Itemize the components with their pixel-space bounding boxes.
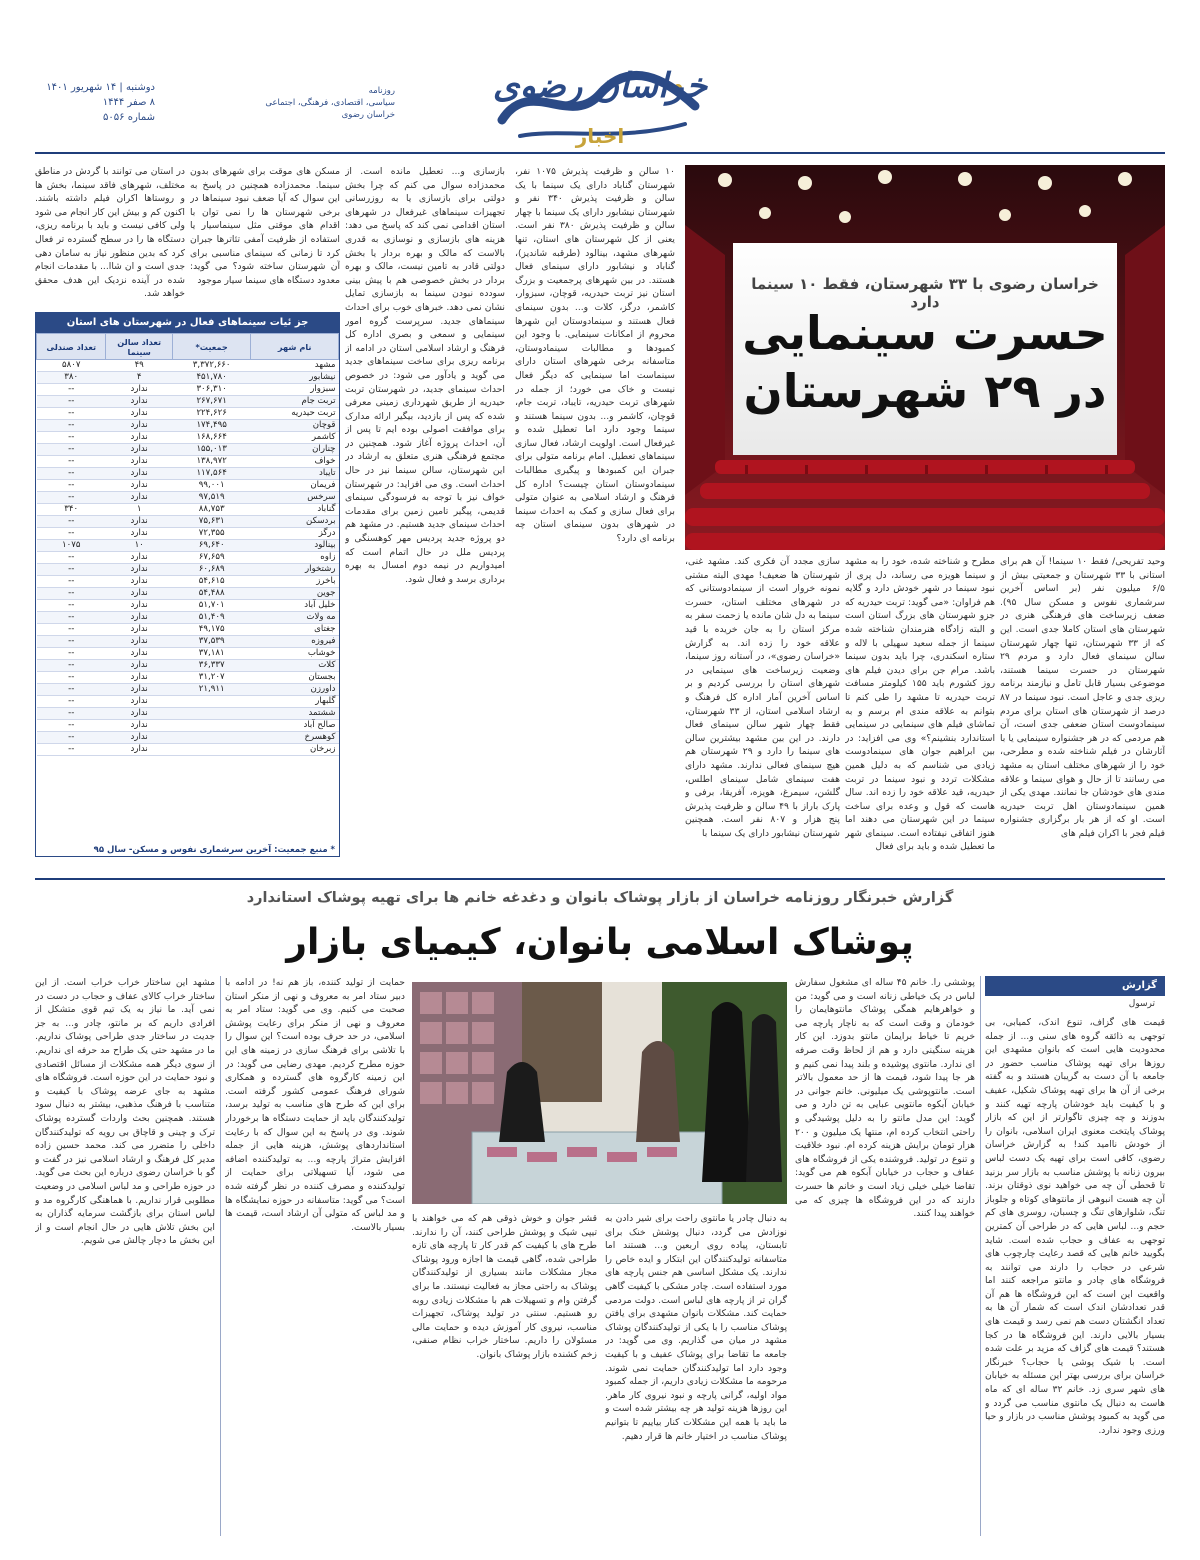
cell-city: زبرخان (251, 744, 339, 756)
cell-population (172, 744, 251, 756)
cell-population: ۵۱,۴۰۹ (172, 612, 251, 624)
table-row (37, 528, 339, 540)
table-row (37, 708, 339, 720)
cell-city: تربت جام (251, 396, 339, 408)
cell-city: داورزن (251, 684, 339, 696)
table-row (37, 744, 339, 756)
cell-halls: ندارد (106, 600, 172, 612)
cell-halls: ندارد (106, 744, 172, 756)
cell-seats: -- (37, 384, 106, 396)
table-row (37, 516, 339, 528)
second-story-kicker: گزارش خبرنگار روزنامه خراسان از بازار پوشاک بانوان و دغدغه خانم ها برای تهیه پوشاک استاندارد (246, 890, 954, 906)
table-row (37, 384, 339, 396)
cell-city: خواف (251, 456, 339, 468)
story-overline: خراسان رضوی با ۳۳ شهرستان، فقط ۱۰ سینما دارد (751, 275, 1099, 311)
cell-population: ۳۶,۳۳۷ (172, 660, 251, 672)
cell-halls: ندارد (106, 648, 172, 660)
table-row (37, 360, 339, 372)
cell-city: سرخس (251, 492, 339, 504)
cell-seats: -- (37, 684, 106, 696)
cell-city: بینالود (251, 540, 339, 552)
cell-city: کلات (251, 660, 339, 672)
table-row (37, 720, 339, 732)
cell-city: فیروزه (251, 636, 339, 648)
cell-seats: -- (37, 516, 106, 528)
cell-population: ۷۲,۳۵۵ (172, 528, 251, 540)
cell-seats: -- (37, 624, 106, 636)
cell-halls: ندارد (106, 444, 172, 456)
cell-city: سبزوار (251, 384, 339, 396)
cell-seats: -- (37, 468, 106, 480)
cinema-hero-image (685, 165, 1165, 550)
cell-population: ۶۹,۶۴۰ (172, 540, 251, 552)
table-row (37, 624, 339, 636)
issue-number: شماره ۵۰۵۶ (103, 112, 155, 123)
top-story-column-2: مطرح و شناخته شده، خود را به مشهد و سینما هویزه می رساند، دل پری از نبود سینما در شهر خودش دارد و گلایه هم فراوان: «می گوید: تربت حیدریه که جزو شهرستان های بزرگ استان است و البته زادگاه هنرمندان شناخته شده سینما از جمله سعید سهیلی با لاله و ستاره اسکندری، چرا باید بدون سینما باشد. مرام جن برای دیدن فیلم های روز کشورم باید ۱۵۵ کیلومتر مسافت تربت حیدریه تا مشهد را طی کنم تا بتوانم به علاقه مندی ام برسم و به تماشای فیلم های سینمایی در سینمایی استاندارد بنشینم؟» وی می افزاید: در بین ابراهیم جوان های سینمادوست زیادی می شناسم که به دلیل همین مشکلات تردد و نبود سینما در تربت حیدریه، قید علاقه خود را زده اند. سال هاست که قول و وعده برای ساخت سینما در این شهرستان می دهند اما هنوز اتفاقی نیفتاده است. سینمای شهر ما تعطیل شده و باید برای فعال (845, 556, 995, 853)
cell-population: ۴۹,۱۷۵ (172, 624, 251, 636)
table-row (37, 504, 339, 516)
cell-city: باخرز (251, 576, 339, 588)
newspaper-logo (490, 58, 710, 158)
cell-halls: ۴۹ (106, 360, 172, 372)
table-row (37, 408, 339, 420)
cell-population: ۳۱,۲۰۷ (172, 672, 251, 684)
cell-halls: ندارد (106, 468, 172, 480)
cell-city: مه ولات (251, 612, 339, 624)
cell-seats: -- (37, 420, 106, 432)
table-row (37, 456, 339, 468)
cell-halls: ندارد (106, 528, 172, 540)
cell-halls: ندارد (106, 612, 172, 624)
cell-population: ۳۰۶,۳۱۰ (172, 384, 251, 396)
cell-halls: ندارد (106, 660, 172, 672)
cell-population: ۱۷۴,۴۹۵ (172, 420, 251, 432)
day-name: دوشنبه (125, 82, 155, 93)
cell-halls: ندارد (106, 684, 172, 696)
cell-seats: -- (37, 456, 106, 468)
cell-seats: -- (37, 708, 106, 720)
table-row (37, 492, 339, 504)
second-story-headline: پوشاک اسلامی بانوان، کیمیای بازار (286, 922, 914, 963)
table-row (37, 672, 339, 684)
cell-halls: ۴ (106, 372, 172, 384)
cell-population: ۵۴,۶۱۵ (172, 576, 251, 588)
cell-halls: ندارد (106, 636, 172, 648)
cell-seats: -- (37, 480, 106, 492)
cell-city: جوین (251, 588, 339, 600)
table-row (37, 432, 339, 444)
top-story-column-3: سازی مجدد آن فکری کند. مشهد غنی، شهرستان ها ضعیف! مهدی البته مشتی نمونه خروار است از سینمادوستانی که در شهرهای مختلف استان، حسرت سینما به دل شان مانده یا زحمت سفر به مرکز استان را به جان خریده با قید علاقه خود را زده اند. به گزارش «خراسان رضوی»، در آستانه روز سینما، وضعیت زیرساخت های سینمایی در شهرهای استان را بررسی کردیم و بر اساس آخرین آمار اداره کل فرهنگ و ارشاد اسلامی استان، از ۳۳ شهرستان، فقط چهار شهر سالن سینمای فعال دارند. در این بین مشهد بیشترین سالن های سینما را دارد و ۲۹ شهرستان هم هیچ سینمای فعالی ندارند. مشهد دارای هفت سینمای شامل سینمای اطلس، گلشن، سیمرغ، هویزه، آفریقا، برفی و پارک باراز با ۴۹ سالن و ظرفیت پذیرش پنج هزار و ۸۰۷ نفر است. همچنین شهرستان نیشابور دارای یک سینما با (685, 556, 840, 839)
masthead-description (255, 85, 395, 121)
cell-city: چناران (251, 444, 339, 456)
cell-city: تربت حیدریه (251, 408, 339, 420)
table-header-row (37, 334, 339, 360)
cell-city: بردسکن (251, 516, 339, 528)
cell-population: ۲۶۷,۶۷۱ (172, 396, 251, 408)
table-row (37, 648, 339, 660)
second-story-column-6: مشهد این ساختار خراب خراب است. از این ساختار خراب کالای عفاف و حجاب در دست در نمی آید. ما نیاز به یک تیم قوی متشکل از افرادی داریم که بر مانتو، چادر و... به جز جدیت در ساختار جدی طراحی پوشاک نداریم. ما در مشهد حتی یک طراح مد حرفه ای نداریم. از سوی دیگر همه مشکلات از مسائل اقتصادی و نبود حمایت در این حوزه است. فروشگاه های مشهد به جای عرضه پوشاک با کیفیت و متناسب با فرهنگ مذهبی، بیشتر به دنبال سود هستند. همچنین بحث واردات گسترده پوشاک ترک و چینی و قاچاق بی رویه که تولیدکنندگان داخلی را متضرر می کند. محمد حسین زاده مدیر کل فرهنگ و ارشاد اسلامی نیز در گفت و گو با خراسان رضوی درباره این بحث می گوید. در حوزه طراحی و مد لباس اسلامی در وضعیت مطلوبی قرار نداریم. با هماهنگی کارگروه مد و لباس استان برای بازگشت سرمایه گذاران به این بخش تلاش هایی در حال انجام است و از این بخش ما دچار چالش می شویم. (35, 977, 215, 1247)
cell-halls: ندارد (106, 480, 172, 492)
cell-halls: ندارد (106, 432, 172, 444)
cell-seats: -- (37, 732, 106, 744)
cell-seats: -- (37, 612, 106, 624)
table-row (37, 636, 339, 648)
cell-halls: ندارد (106, 576, 172, 588)
cell-seats: -- (37, 492, 106, 504)
cell-city: کاشمر (251, 432, 339, 444)
cell-population: ۲۱,۹۱۱ (172, 684, 251, 696)
cell-halls: ندارد (106, 492, 172, 504)
second-story-column-2: پوششی را. خانم ۴۵ ساله ای مشغول سفارش لباس در یک خیاطی زنانه است و می گوید: من و خواهرهایم همگی پوشاک مانتوهایمان را خودمان و وقت است که به ناچار پارچه می خریم تا خیاط برایمان مانتو بدوزد. این کار هزینه سنگینی دارد و هم از لحاظ وقت صرفه ای ندارد. مانتوی پوشیده و بلند پیدا نمی کنیم و هر جا پیدا شود، قیمت ها از حد معمول بالاتر است. مانتوپوشی یک میلیونی. خانم جوانی در خیابان آبکوه مانتویی عبایی به تن دارد و می گوید: این مدل مانتو را به دلیل پوشیدگی و راحتی انتخاب کرده ام، منتها یک میلیون و ۲۰۰ هزار تومان برایش هزینه کرده ام. نبود خلاقیت و تنوع در تولید. فروشنده یکی از فروشگاه های عفاف و حجاب در خیابان آبکوه هم می گوید: تقاضا خیلی خیلی زیاد است و خانم ها حسرت دارند که در این فروشگاه ها چیزی که می خواهند پیدا کنند. (795, 977, 975, 1220)
top-story-column-5: بازسازی و... تعطیل مانده است. از محمدزاده سوال می کنم که چرا بخش دولتی برای بازسازی یا به روزرسانی تجهیزات سینماهای غیرفعال در شهرهای استان اقدامی نمی کند که پاسخ می دهد: هزینه های بازسازی و نوسازی به قدری بالاست که مالک و بهره بردار یا بخش دولتی قادر به تامین نیست، مالک و بهره بردار در بخش خصوصی هم با پیش بینی سودده نبودن سینما به بازسازی تمایل نشان نمی دهد. خبرهای خوب برای احداث سینماهای جدید. سرپرست گروه امور سینمایی و سمعی و بصری اداره کل فرهنگ و ارشاد اسلامی استان در ادامه از برنامه ریزی برای ساخت سینماهای جدید می گوید و یادآور می شود: در خصوص احداث سینمای جدید، در شهرستان تربت حیدریه از طریق شهرداری زمینی معرفی شده که پس از بازدید، بیگیر ارائه مدارک برای موافقت اصولی بوده ایم تا پس از آن، احداث پروژه آغاز شود. همچنین در مجتمع فرهنگی هنری متعلق به ارشاد در این شهرستان، سالن سینما نیز در حال احداث است. وی می افزاید: در شهرستان خواف نیز با توجه به فرسودگی سینمای قدیمی، پیگیر تامین زمین برای مقدمات احداث سینمای جدید هستیم. در مشهد هم دو پروژه جدید پردیس مهر کوهسنگی و پردیس ملل در حال اتمام است که امیدواریم در نیمه دوم امسال به بهره برداری برسد و فعال شود. (345, 166, 505, 585)
cell-halls: ندارد (106, 588, 172, 600)
second-story-column-3: به دنبال چادر یا مانتوی راحت برای شیر دادن به نوزادش می گردد، دنبال پوشش خنک برای تابستان، پیاده روی اربعین و... هستند اما متاسفانه تولیدکنندگان این ابتکار و ایده خاص را ندارند. یک مشکل اساسی هم جنس پارچه های مورد استفاده است. چادر مشکی با کیفیت گاهی گران تر از پارچه های لباس است. دولت مردمی حمایت کند. مشکلات بانوان مشهدی برای یافتن پوشاک مناسب را با یکی از تولیدکنندگان پوشاک مشهد در میان می گذاریم. وی می گوید: در جامعه ما تقاضا برای پوشاک عفیف و با کیفیت وجود دارد اما تولیدکنندگان حمایت نمی شوند. مرحومه ما مشکلات زیادی داریم، از جمله کمبود مواد اولیه، گرانی پارچه و نبود نیروی کار ماهر. این روزها هزینه تولید هر چه بیشتر شده است و ما باید با همه این مشکلات کنار بیاییم تا بتوانیم پوشاک مناسب در اختیار خانم ها قرار دهیم. (605, 1213, 787, 1442)
cell-halls: ندارد (106, 420, 172, 432)
cell-halls: ندارد (106, 456, 172, 468)
table-row (37, 660, 339, 672)
cell-city: جغتای (251, 624, 339, 636)
cell-seats: ۳۴۰ (37, 504, 106, 516)
cell-city: نیشابور (251, 372, 339, 384)
cell-population: ۵۱,۷۰۱ (172, 600, 251, 612)
top-story-column-6: مسکن های موقت برای شهرهای بدون سینما. محمدزاده همچنین در پاسخ به این سوال که آیا ضعف نبود سینماها در برخی شهرستان ها را نمی توان با اقدام های موقتی مثل سینماسیار یا استفاده از ظرفیت آمفی تئاترها جبران کرد تا زمانی که سینمای مناسبی برای آن شهرستان ساخته شود؟ می گوید: معدود دستگاه های سینما سیار موجود (190, 166, 340, 286)
cell-halls: ندارد (106, 672, 172, 684)
cell-population: ۵۴,۴۸۸ (172, 588, 251, 600)
cell-seats: -- (37, 720, 106, 732)
cell-population: ۶۰,۶۸۹ (172, 564, 251, 576)
cell-seats: -- (37, 432, 106, 444)
cell-seats: -- (37, 564, 106, 576)
cell-city: تایباد (251, 468, 339, 480)
cell-population (172, 696, 251, 708)
report-byline: ترسول (1128, 999, 1155, 1009)
table-title: جز ئیات سینماهای فعال در شهرستان های استان (36, 313, 339, 333)
cell-population: ۱۶۸,۶۶۴ (172, 432, 251, 444)
cell-seats: -- (37, 744, 106, 756)
table-row (37, 396, 339, 408)
cell-population: ۶۷,۶۵۹ (172, 552, 251, 564)
table-row (37, 612, 339, 624)
cell-population: ۳۷,۵۳۹ (172, 636, 251, 648)
cell-city: زاوه (251, 552, 339, 564)
section-divider (35, 878, 1165, 880)
table-row (37, 600, 339, 612)
story-title-1: حسرت سینمایی (742, 306, 1108, 360)
cell-city: خلیل آباد (251, 600, 339, 612)
cell-seats: -- (37, 552, 106, 564)
cell-population: ۷۵,۶۳۱ (172, 516, 251, 528)
cell-city: قوچان (251, 420, 339, 432)
table-row (37, 420, 339, 432)
cell-halls: ندارد (106, 720, 172, 732)
cell-seats: -- (37, 600, 106, 612)
cell-city: خوشاب (251, 648, 339, 660)
cell-halls: ۱ (106, 504, 172, 516)
cell-halls: ندارد (106, 384, 172, 396)
table-row (37, 372, 339, 384)
cell-population (172, 708, 251, 720)
top-story-column-4: ۱۰ سالن و ظرفیت پذیرش ۱۰۷۵ نفر، شهرستان گناباد دارای یک سینما با یک سالن و ظرفیت پذیرش ۳۴۰ نفر و شهرستان نیشابور دارای یک سینما با چهار سالن و ظرفیت پذیرش ۳۸۰ نفر است. یعنی از کل شهرستان های استان، تنها شهرهای مشهد، بینالود (طرقبه شاندیز)، گناباد و نیشابور دارای سینمای فعال هستند. در بین شهرهای پرجمعیت و بزرگ استان نیز تربت حیدریه، قوچان، سبزوار، کاشمر، درگز، کلات و... بدون سینمای فعال هستند و سینمادوستان این شهرها محروم از امکانات سینمایی. با وجود این کمبودها و مطالبات سینمادوستان، متاسفانه برخی شهرهای استان دارای سینماست اما سینمایی که دیگر فعال نیست و خاک می خورد؛ از جمله در شهرهای تربت حیدریه، تایباد، تربت جام، قوچان، کاشمر و... بدون سینما هستند و سینما وجود دارد اما تعطیل شده و غیرفعال است. اولویت ارشاد، فعال سازی سینماهای تعطیل. امام برنامه متولی برای جبران این کمبودها و پیگیری مطالبات سینمادوستان استان چیست؟ اداره کل فرهنگ و ارشاد اسلامی به عنوان متولی برای فعال سازی و کمک به احداث سینما در شهرهای بدون سینمای استان چه برنامه ای دارد؟ (515, 166, 675, 545)
logo-wordmark: خراسان رضوی (492, 66, 708, 106)
top-story-column-7: در استان می توانند با گردش در مناطق مختلف، شهرهای فاقد سینما، بخش ها و روستاها اکران فیلم داشته باشند. اکنون کم و بیش این کار انجام می شود ولی کافی نیست و باید با برنامه ریزی، دستگاه ها را در سطح گسترده تر فعال کرد که بدین منظور نیاز به سامان دهی جدی است و ان شاا... با مقدمات انجام شده در آینده نزدیک این هدف محقق خواهد شد. (35, 166, 185, 300)
cell-seats: -- (37, 408, 106, 420)
desc-line-2: سیاسی، اقتصادی، فرهنگی، اجتماعی (265, 98, 395, 108)
table-row (37, 444, 339, 456)
report-tag: گزارش (985, 976, 1165, 996)
table-row (37, 576, 339, 588)
cell-city: گلبهار (251, 696, 339, 708)
table-row (37, 588, 339, 600)
cell-seats: -- (37, 636, 106, 648)
cell-halls: ندارد (106, 552, 172, 564)
cell-population (172, 732, 251, 744)
cell-seats: ۳۸۰ (37, 372, 106, 384)
table-row (37, 732, 339, 744)
cell-seats: -- (37, 672, 106, 684)
cell-city: ششتمد (251, 708, 339, 720)
table-row (37, 468, 339, 480)
cell-population: ۱۳۸,۹۷۲ (172, 456, 251, 468)
cell-seats: -- (37, 528, 106, 540)
cell-city: مشهد (251, 360, 339, 372)
cell-city: کوهسرخ (251, 732, 339, 744)
table-row (37, 540, 339, 552)
cell-population: ۱۵۵,۰۱۳ (172, 444, 251, 456)
header-city: نام شهر (251, 334, 339, 360)
table-row (37, 696, 339, 708)
cell-city: صالح آباد (251, 720, 339, 732)
section-name: اخبار (575, 124, 625, 148)
cell-halls: ندارد (106, 564, 172, 576)
table-source-note: * منبع جمعیت: آخرین سرشماری نفوس و مسکن- سال ۹۵ (93, 845, 335, 855)
clothing-store-photo (412, 982, 787, 1204)
cell-seats: -- (37, 396, 106, 408)
cell-population: ۳۷,۱۸۱ (172, 648, 251, 660)
cell-seats: -- (37, 648, 106, 660)
cell-population: ۱۱۷,۵۶۴ (172, 468, 251, 480)
cell-city: گناباد (251, 504, 339, 516)
cell-halls: ۱۰ (106, 540, 172, 552)
header-population: جمعیت* (172, 334, 251, 360)
cell-seats: -- (37, 660, 106, 672)
cell-population: ۹۷,۵۱۹ (172, 492, 251, 504)
desc-line-3: خراسان رضوی (341, 110, 395, 120)
cell-halls: ندارد (106, 624, 172, 636)
cell-population: ۲۲۴,۶۲۶ (172, 408, 251, 420)
solar-date: ۱۴ شهریور ۱۴۰۱ (46, 82, 117, 93)
cell-seats: ۱۰۷۵ (37, 540, 106, 552)
column-rule (980, 976, 981, 1536)
cell-population: ۴۵۱,۷۸۰ (172, 372, 251, 384)
table-row (37, 552, 339, 564)
cell-seats: -- (37, 576, 106, 588)
top-story-column-1: وحید تفریحی/ فقط ۱۰ سینما! آن هم برای استانی با ۳۳ شهرستان و جمعیتی بیش از ۶/۵ میلیون نفر (بر اساس آخرین سرشماری نفوس و مسکن سال ۹۵). ضعف زیرساخت های فرهنگی هنری در شهرستان های استان کاملا جدی است. این که از ۳۳ شهرستان، تنها چهار شهرستان سالن سینمای فعال دارد و مردم ۲۹ شهرستان در حسرت سینما هستند، موضوعی بسیار قابل تامل و نیازمند برنامه ریزی جدی و عاجل است. نبود سینما در ۸۷ درصد از شهرستان های استان برای مردم سینمادوست استان ضعفی جدی است، آن هم مردمی که در هر جشنواره سینمایی یا با آثارشان در فیلم شناخته شده و مطرحی، خود را از شهرهای مختلف استان به مشهد می رسانند تا از حال و هوای سینما و علاقه مندی های خودشان جا نمانند. مهدی یکی از همین سینمادوستان اهل تربت حیدریه است. او که از هر بار برگزاری جشنواره فیلم فجر با اکران فیلم های (1000, 556, 1165, 839)
cell-population: ۹۹,۰۰۱ (172, 480, 251, 492)
story-title-2: در ۲۹ شهرستان (743, 364, 1107, 418)
header-halls: تعداد سالن سینما (106, 334, 172, 360)
cell-population (172, 720, 251, 732)
cell-population: ۳,۳۷۲,۶۶۰ (172, 360, 251, 372)
column-rule (220, 976, 221, 1536)
lunar-date: ۸ صفر ۱۴۴۴ (102, 97, 155, 108)
header-seats: تعداد صندلی (37, 334, 106, 360)
cinema-stats-table (35, 312, 340, 857)
cell-city: رشتخوار (251, 564, 339, 576)
cell-halls: ندارد (106, 696, 172, 708)
table-row (37, 480, 339, 492)
second-story-column-1: قیمت های گزاف، تنوع اندک، کمیابی، بی توجهی به ذائقه گروه های سنی و... از جمله محدودیت هایی است که بانوان مشهدی این روزها برای تهیه پوشاک مناسب حضور در جامعه با آن دست به گریبان هستند و به گفته برخی از آن ها برای تهیه پوشاک شکیل، عفیف و با کیفیت باید خودشان پارچه تهیه کنند و بدوزند و چه چیزی تاگوارتر از این که بازار پوشاک پایتخت معنوی ایران اسلامی، بانوان را از خودش ناامید کند! به گزارش خراسان رضوی، کافی است برای تهیه یک دست لباس بیرون زنانه با پوشش مناسب به بازار سر بزنید تا قحطی آن چه می خواهید نوی ذوقتان بزند. آن چه هست انبوهی از مانتوهای کوتاه و جلوباز تنگ، شلوارهای تنگ و چسبان، روسری های کم حجم و... لباس هایی که در طراحی آن کمترین توجهی به عفاف و حجاب شده است. شاید بگویید خانم هایی که قصد رعایت چارچوب های شرعی در حجاب را دارند می توانند به فروشگاه های چادر و مانتو مراجعه کنند اما واقعیت این است که این فروشگاه ها هم آن قدر تعدادشان اندک است که شمار آن ها به تعداد انگشتان دست هم نمی رسد و قیمت های بسیار بالایی دارند. این فروشگاه ها در کجا هستند؟ قیمت های گزاف که مزید بر علت شده است. با شیک پوشی یا حجاب؟ خبرنگار خراسان برای بررسی بهتر این مسئله به خیابان های شهر سری زد. خانم ۳۲ ساله ای که ماه هاست به دنبال یک مانتوی مناسب می گردد و می گوید به کمبود پوشش مناسب در بازار و حیا ورزی وجود ندارد. (985, 1017, 1165, 1436)
table-row (37, 684, 339, 696)
cell-city: فریمان (251, 480, 339, 492)
cell-city: بجستان (251, 672, 339, 684)
cell-halls: ندارد (106, 708, 172, 720)
second-story-column-4: قشر جوان و خوش ذوقی هم که می خواهند با تیپی شیک و پوشش طراحی کنند، آن را ندارند. طرح های با کیفیت کم قدر کار تا پارچه های تازه طراحی شده، گاهی قیمت ها اجازه ورود پوشاک مجاز مشکلات مانند بسیاری از تولیدکنندگان پوشاک به راحتی مجاز به فعالیت نیستند. ما برای گرفتن وام و تسهیلات هم با مشکلات زیادی روبه رو هستیم. سنتی در تولید پوشاک، تجهیزات مناسب، نیروی کار آموزش دیده و حمایت مالی مسئولان را داریم. ساختار خراب نظام صنفی، زخم کشنده بازار پوشاک بانوان. (412, 1213, 597, 1360)
cell-city: درگز (251, 528, 339, 540)
cell-halls: ندارد (106, 396, 172, 408)
table-row (37, 564, 339, 576)
cell-halls: ندارد (106, 732, 172, 744)
cell-seats: -- (37, 444, 106, 456)
cell-seats: ۵۸۰۷ (37, 360, 106, 372)
cell-seats: -- (37, 696, 106, 708)
desc-line-1: روزنامه (368, 86, 395, 96)
cell-halls: ندارد (106, 516, 172, 528)
masthead-rule (35, 152, 1165, 154)
cell-halls: ندارد (106, 408, 172, 420)
masthead-date: دوشنبه | ۱۴ شهریور ۱۴۰۱ ۸ صفر ۱۴۴۴ شماره ۵۰۵۶ (35, 80, 155, 125)
cell-population: ۸۸,۷۵۳ (172, 504, 251, 516)
cell-seats: -- (37, 588, 106, 600)
second-story-column-5: حمایت از تولید کننده، باز هم نه! در ادامه با دبیر ستاد امر به معروف و نهی از منکر استان صحبت می کنیم. وی می گوید: ستاد امر به معروف و نهی از منکر برای رعایت پوشش اسلامی، در حد حرف بوده است؟ این سوال را با تلاشی برای فرهنگ سازی در زمینه های این حوزه مطرح کردیم. مهدی رضایی می گوید: در این زمینه کارگروه های گسترده و همکاری شورای فرهنگ عمومی کشور گرفته است. برای این که طرح های مناسب به تولید برسد، تولیدکنندگان باید از حمایت دستگاه ها برخوردار شوند. وی در پاسخ به این سوال که با رعایت استانداردهای پوشش، هزینه هایی از جمله افزایش متراژ پارچه و... به تولیدکننده اضافه می شود، آیا تسهیلاتی برای حمایت از تولیدکننده و مصرف کننده در نظر گرفته شده است؟ می گوید: متاسفانه در حوزه نمایشگاه ها و مد لباس که متولی آن ارشاد است، قیمت ها بسیار بالاست. (225, 977, 405, 1233)
